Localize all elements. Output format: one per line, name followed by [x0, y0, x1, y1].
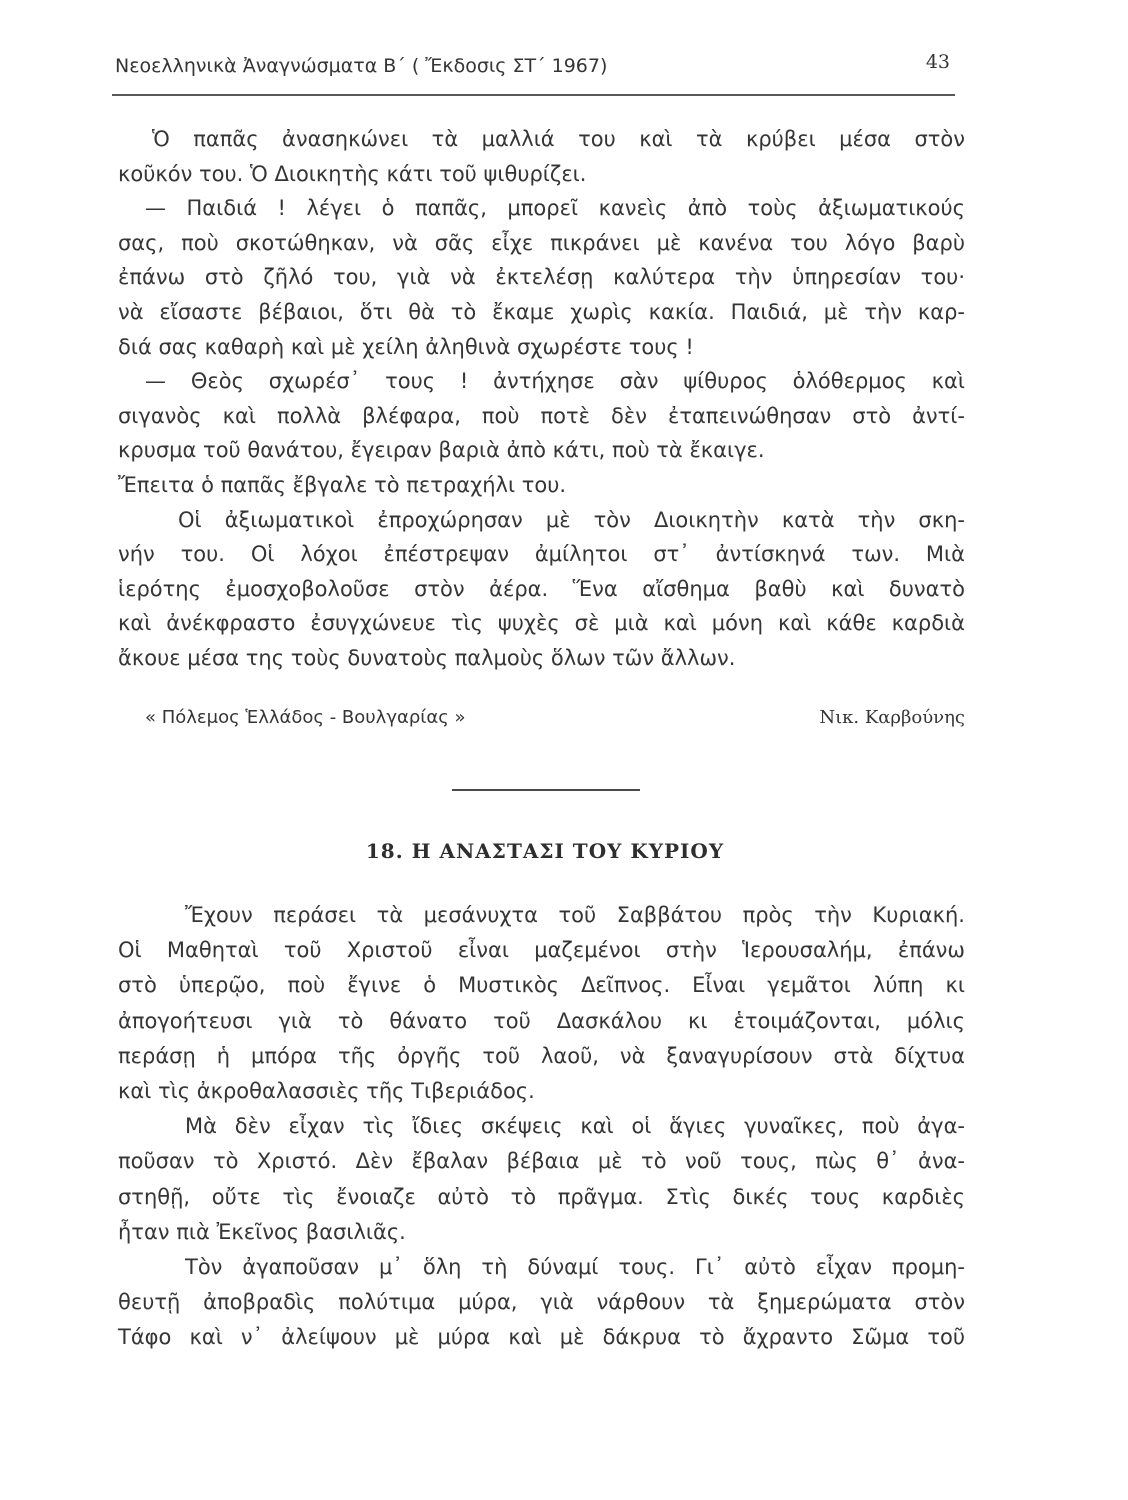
chapter-text	[118, 898, 965, 1356]
text-line: στηθῇ, οὔτε τὶς ἔνοιαζε αὐτὸ τὸ πρᾶγμα. Στὶς δικές τους καρδιὲς	[118, 1184, 965, 1209]
text-line: περάσῃ ἡ μπόρα τῆς ὀργῆς τοῦ λαοῦ, νὰ ξαναγυρίσουν στὰ δίχτυα	[118, 1043, 965, 1068]
text-line: Τὸν ἀγαποῦσαν μ᾽ ὅλη τὴ δύναμί τους. Γι᾽ αὐτὸ εἶχαν προμη-	[185, 1255, 965, 1280]
text-line: — Παιδιά ! λέγει ὁ παπᾶς, μπορεῖ κανεὶς ἀπὸ τοὺς ἀξιωματικούς	[145, 196, 965, 221]
text-line: διά σας καθαρὴ καὶ μὲ χείλη ἀληθινὰ σχωρέστε τους !	[118, 334, 694, 359]
text-line: σιγανὸς καὶ πολλὰ βλέφαρα, ποὺ ποτὲ δὲν ἐταπεινώθησαν στὸ ἀντί-	[118, 403, 965, 428]
text-line: Οἱ Μαθηταὶ τοῦ Χριστοῦ εἶναι μαζεμένοι στὴν Ἱερουσαλήμ, ἐπάνω	[118, 938, 965, 963]
page-number: 43	[925, 51, 950, 73]
source-title: « Πόλεμος Ἑλλάδος - Βουλγαρίας »	[145, 707, 466, 728]
text-line: κοῦκόν του. Ὁ Διοικητὴς κάτι τοῦ ψιθυρίζει.	[118, 161, 587, 186]
text-line: καὶ τὶς ἀκροθαλασσιὲς τῆς Τιβεριάδος.	[118, 1079, 535, 1104]
text-line: νήν του. Οἱ λόχοι ἐπέστρεψαν ἀμίλητοι στ᾽ ἀντίσκηνά των. Μιὰ	[118, 542, 965, 567]
chapter-heading: 18. Η ΑΝΑΣΤΑΣΙ ΤΟΥ ΚΥΡΙΟΥ	[365, 839, 725, 863]
excerpt-text	[118, 122, 965, 676]
running-header-title: Νεοελληνικὰ Ἀναγνώσματα Β΄ ( Ἔκδοσις ΣΤ΄ 1967)	[115, 55, 608, 77]
text-line: ἐπάνω στὸ ζῆλό του, γιὰ νὰ ἐκτελέσῃ καλύτερα τὴν ὑπηρεσίαν του·	[118, 265, 965, 290]
text-line: Μὰ δὲν εἶχαν τὶς ἴδιες σκέψεις καὶ οἱ ἅγιες γυναῖκες, ποὺ ἀγα-	[185, 1114, 965, 1139]
header-rule	[112, 94, 955, 96]
text-line: Ἔχουν περάσει τὰ μεσάνυχτα τοῦ Σαββάτου πρὸς τὴν Κυριακή.	[185, 903, 965, 927]
text-line: θευτῇ ἀποβραδὶς πολύτιμα μύρα, γιὰ νάρθουν τὰ ξημερώματα στὸν	[118, 1290, 965, 1315]
text-line: ποῦσαν τὸ Χριστό. Δὲν ἔβαλαν βέβαια μὲ τὸ νοῦ τους, πὼς θ᾽ ἀνα-	[118, 1149, 965, 1174]
section-divider	[452, 789, 640, 791]
text-line: — Θεὸς σχωρέσ᾽ τους ! ἀντήχησε σὰν ψίθυρος ὁλόθερμος καὶ	[145, 369, 965, 394]
text-line: ἄκουε μέσα της τοὺς δυνατοὺς παλμοὺς ὅλων τῶν ἄλλων.	[118, 645, 736, 670]
text-line: Οἱ ἀξιωματικοὶ ἐπροχώρησαν μὲ τὸν Διοικητὴν κατὰ τὴν σκη-	[178, 507, 965, 532]
text-line: καὶ ἀνέκφραστο ἐσυγχώνευε τὶς ψυχὲς σὲ μιὰ καὶ μόνη καὶ κάθε καρδιὰ	[118, 611, 965, 636]
text-line: ἦταν πιὰ Ἐκεῖνος βασιλιᾶς.	[118, 1219, 406, 1244]
text-line: στὸ ὑπερῷο, ποὺ ἔγινε ὁ Μυστικὸς Δεῖπνος. Εἶναι γεμᾶτοι λύπη κι	[118, 973, 965, 998]
text-line: Ἔπειτα ὁ παπᾶς ἔβγαλε τὸ πετραχήλι του.	[118, 472, 567, 497]
text-line: ἱερότης ἐμοσχοβολοῦσε στὸν ἀέρα. Ἕνα αἴσθημα βαθὺ καὶ δυνατὸ	[118, 576, 965, 601]
text-line: ἀπογοήτευσι γιὰ τὸ θάνατο τοῦ Δασκάλου κι ἑτοιμάζονται, μόλις	[118, 1008, 965, 1033]
text-line: Τάφο καὶ ν᾽ ἀλείψουν μὲ μύρα καὶ μὲ δάκρυα τὸ ἄχραντο Σῶμα τοῦ	[118, 1325, 965, 1350]
text-line: κρυσμα τοῦ θανάτου, ἔγειραν βαριὰ ἀπὸ κάτι, ποὺ τὰ ἔκαιγε.	[118, 438, 765, 463]
source-author: Νικ. Καρβούνης	[819, 707, 965, 728]
text-line: νὰ εἴσαστε βέβαιοι, ὅτι θὰ τὸ ἔκαμε χωρὶς κακία. Παιδιά, μὲ τὴν καρ-	[118, 299, 965, 324]
text-line: Ὁ παπᾶς ἀνασηκώνει τὰ μαλλιά του καὶ τὰ κρύβει μέσα στὸν	[152, 127, 965, 151]
text-line: σας, ποὺ σκοτώθηκαν, νὰ σᾶς εἶχε πικράνει μὲ κανένα του λόγο βαρὺ	[118, 230, 965, 255]
